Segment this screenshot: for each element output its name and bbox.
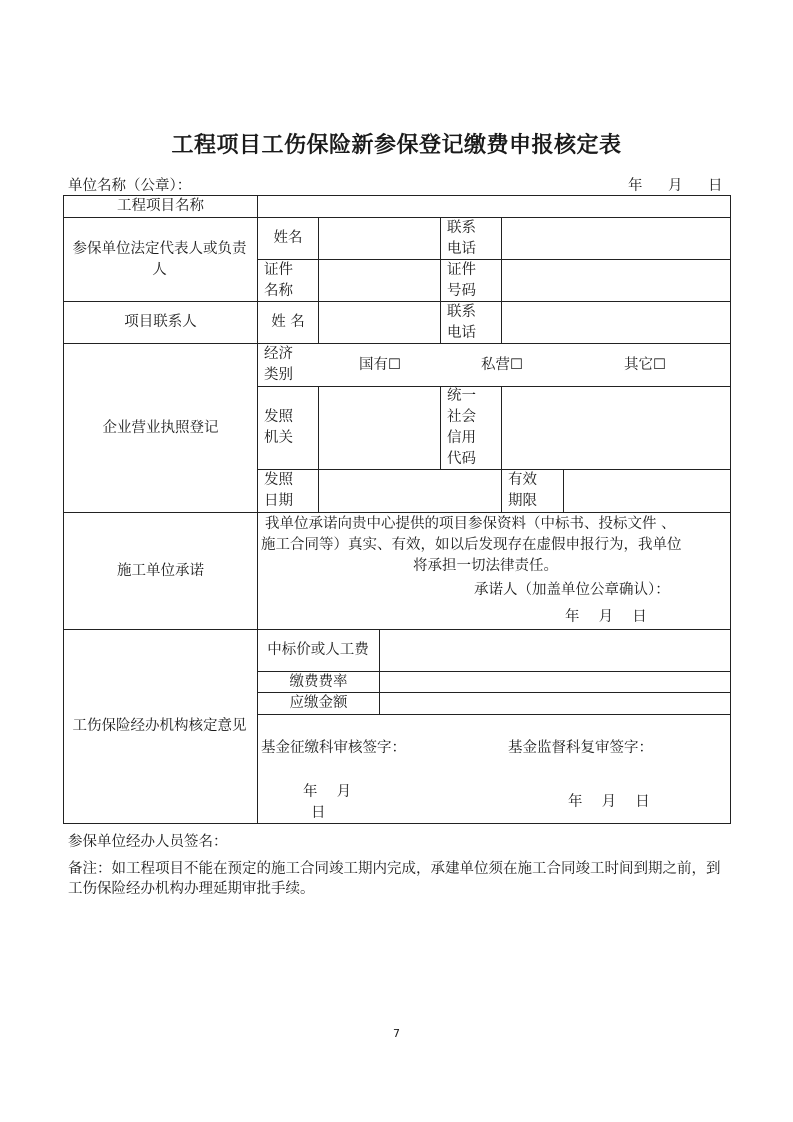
legal-rep-name-field[interactable] <box>320 219 439 258</box>
rate-field[interactable] <box>381 673 729 691</box>
legal-rep-phone-label: 联系电话 <box>447 219 476 257</box>
legal-rep-label: 参保单位法定代表人或负责人 <box>72 240 247 278</box>
recheck-sign-label: 基金监督科复审签字： <box>508 740 653 756</box>
credit-code-field[interactable] <box>503 388 729 468</box>
legal-rep-id-type-field[interactable] <box>320 261 439 300</box>
issuer-label: 发照机关 <box>264 409 293 446</box>
header-year: 年 <box>628 178 643 194</box>
page-number: 7 <box>393 1027 400 1040</box>
bid-price-field[interactable] <box>381 631 729 670</box>
issue-date-label: 发照日期 <box>264 472 293 509</box>
validity-label: 有效期限 <box>508 472 537 509</box>
approval-label: 工伤保险经办机构核定意见 <box>72 718 247 734</box>
header-month: 月 <box>668 178 683 194</box>
econ-type-option-other[interactable]: 其它☐ <box>624 356 666 373</box>
review-sign-label: 基金征缴科审核签字： <box>261 740 406 756</box>
unit-name-label: 单位名称（公章）： <box>68 178 192 194</box>
legal-rep-id-number-field[interactable] <box>503 261 729 300</box>
project-contact-label: 项目联系人 <box>124 314 197 330</box>
project-contact-phone-label: 联系电话 <box>447 303 476 341</box>
legal-rep-id-type-label: 证件名称 <box>264 261 293 299</box>
issuer-field[interactable] <box>320 388 439 468</box>
project-name-field[interactable] <box>259 197 729 216</box>
project-contact-name-field[interactable] <box>320 303 439 342</box>
table-border-right <box>730 195 731 824</box>
validity-field[interactable] <box>565 471 729 511</box>
econ-type-option-private[interactable]: 私营☐ <box>481 356 523 373</box>
credit-code-label: 统一社会信用代码 <box>447 388 476 467</box>
commitment-text-line3: 将承担一切法律责任。 <box>413 558 558 574</box>
commitment-label: 施工单位承诺 <box>117 562 204 579</box>
row-divider <box>257 714 731 715</box>
header-day: 日 <box>708 178 723 194</box>
legal-rep-phone-field[interactable] <box>503 219 729 258</box>
econ-type-option-state[interactable]: 国有☐ <box>359 356 401 373</box>
project-contact-phone-field[interactable] <box>503 303 729 342</box>
project-name-label: 工程项目名称 <box>117 198 204 214</box>
issue-date-field[interactable] <box>320 471 500 511</box>
bid-price-label: 中标价或人工费 <box>267 642 369 658</box>
commitment-text-line1: 我单位承诺向贵中心提供的项目参保资料（中标书、投标文件 、 <box>265 516 676 532</box>
legal-rep-id-number-label: 证件号码 <box>447 261 476 299</box>
handler-signature-label: 参保单位经办人员签名： <box>68 834 228 850</box>
review-date-year-month: 年 月 <box>303 784 352 800</box>
commitment-signer: 承诺人（加盖单位公章确认）： <box>474 582 670 598</box>
recheck-date: 年 月 日 <box>568 794 650 810</box>
amount-label: 应缴金额 <box>289 695 348 711</box>
commitment-text-line2: 施工合同等）真实、有效，如以后发现存在虚假申报行为，我单位 <box>261 537 682 553</box>
legal-rep-name-label: 姓名 <box>273 230 303 246</box>
commitment-date: 年 月 日 <box>565 609 647 625</box>
note-line1: 备注：如工程项目不能在预定的施工合同竣工期内完成，承建单位须在施工合同竣工时间到期之前，到 <box>68 861 721 877</box>
rate-label: 缴费费率 <box>289 673 348 690</box>
table-border-bottom <box>63 823 731 824</box>
econ-type-label: 经济类别 <box>264 346 293 383</box>
amount-field[interactable] <box>381 694 729 713</box>
form-title: 工程项目工伤保险新参保登记缴费申报核定表 <box>171 133 622 158</box>
business-license-label: 企业营业执照登记 <box>102 419 219 436</box>
project-contact-name-label: 姓 名 <box>271 314 305 330</box>
review-date-day: 日 <box>311 805 326 821</box>
note-line2: 工伤保险经办机构办理延期审批手续。 <box>68 881 315 897</box>
